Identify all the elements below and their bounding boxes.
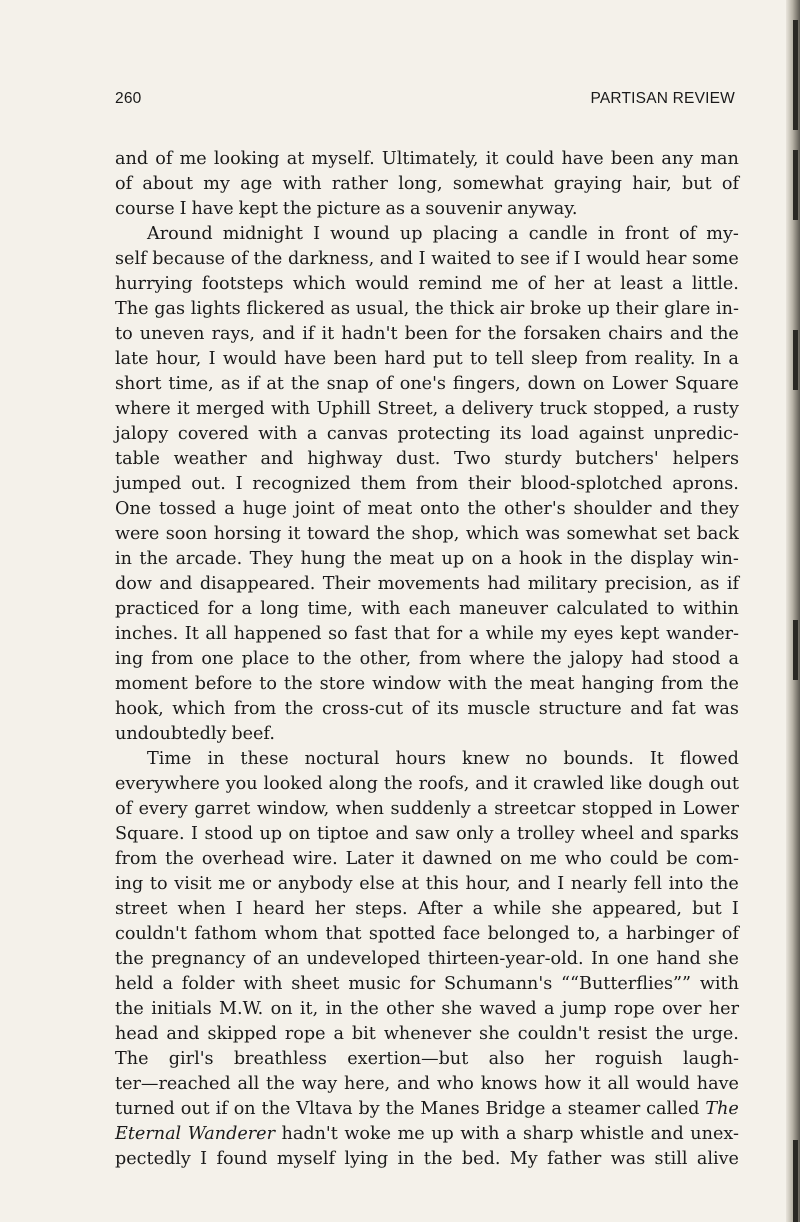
text-line: undoubtedly beef. [115, 724, 275, 744]
text-line: table weather and highway dust. Two sturdy butchers' helpers [115, 449, 739, 469]
text-line: and of me looking at myself. Ultimately, it could have been any man [115, 149, 739, 169]
text-line: ter—reached all the way here, and who knows how it all would have [115, 1074, 739, 1094]
edge-mark [793, 1140, 798, 1222]
body-text [115, 147, 739, 1172]
text-line: jumped out. I recognized them from their blood-splotched aprons. [115, 474, 739, 494]
text-line: One tossed a huge joint of meat onto the other's shoulder and they [115, 499, 739, 519]
running-head: PARTISAN REVIEW [590, 90, 735, 107]
text-line: of every garret window, when suddenly a streetcar stopped in Lower [115, 799, 739, 819]
text-line: moment before to the store window with the meat hanging from the [115, 674, 739, 694]
text-line: jalopy covered with a canvas protecting its load against unpredic- [115, 424, 739, 444]
page-header [115, 90, 735, 114]
text-line: head and skipped rope a bit whenever she couldn't resist the urge. [115, 1024, 739, 1044]
text-line: held a folder with sheet music for Schumann's ““Butterflies”” with [115, 974, 739, 994]
text-line: hurrying footsteps which would remind me of her at least a little. [115, 274, 739, 294]
text-line: couldn't fathom whom that spotted face belonged to, a harbinger of [115, 924, 739, 944]
text-line: Around midnight I wound up placing a candle in front of my- [147, 224, 739, 244]
text-line: Eternal Wanderer hadn't woke me up with a sharp whistle and unex- [115, 1124, 739, 1144]
edge-mark [793, 20, 798, 130]
text-line: were soon horsing it toward the shop, which was somewhat set back [115, 524, 739, 544]
text-line: Time in these noctural hours knew no bounds. It flowed [147, 749, 739, 769]
edge-mark [793, 620, 798, 680]
text-line: The girl's breathless exertion—but also her roguish laugh- [115, 1049, 739, 1069]
text-line: ing to visit me or anybody else at this hour, and I nearly fell into the [115, 874, 739, 894]
text-line: of about my age with rather long, somewhat graying hair, but of [115, 174, 739, 194]
page-edge-shadow [786, 0, 800, 1222]
text-line: to uneven rays, and if it hadn't been for the forsaken chairs and the [115, 324, 739, 344]
text-line: late hour, I would have been hard put to tell sleep from reality. In a [115, 349, 739, 369]
page-number: 260 [115, 90, 142, 107]
text-line: dow and disappeared. Their movements had military precision, as if [115, 574, 739, 594]
text-line: course I have kept the picture as a souvenir anyway. [115, 199, 578, 219]
text-line: ing from one place to the other, from where the jalopy had stood a [115, 649, 739, 669]
text-line: the initials M.W. on it, in the other she waved a jump rope over her [115, 999, 739, 1019]
text-line: in the arcade. They hung the meat up on a hook in the display win- [115, 549, 739, 569]
edge-mark [793, 330, 798, 390]
text-line: self because of the darkness, and I waited to see if I would hear some [115, 249, 739, 269]
text-line: short time, as if at the snap of one's fingers, down on Lower Square [115, 374, 739, 394]
text-line: practiced for a long time, with each maneuver calculated to within [115, 599, 739, 619]
text-line: The gas lights flickered as usual, the thick air broke up their glare in- [115, 299, 739, 319]
text-line: pectedly I found myself lying in the bed. My father was still alive [115, 1149, 739, 1169]
text-line: everywhere you looked along the roofs, and it crawled like dough out [115, 774, 739, 794]
text-line: from the overhead wire. Later it dawned on me who could be com- [115, 849, 739, 869]
text-line: turned out if on the Vltava by the Manes Bridge a steamer called The [115, 1099, 739, 1119]
text-line: where it merged with Uphill Street, a delivery truck stopped, a rusty [115, 399, 739, 419]
text-line: inches. It all happened so fast that for a while my eyes kept wander- [115, 624, 739, 644]
edge-mark [793, 150, 798, 220]
text-line: street when I heard her steps. After a while she appeared, but I [115, 899, 739, 919]
text-line: hook, which from the cross-cut of its muscle structure and fat was [115, 699, 739, 719]
text-line: Square. I stood up on tiptoe and saw only a trolley wheel and sparks [115, 824, 739, 844]
text-line: the pregnancy of an undeveloped thirteen-year-old. In one hand she [115, 949, 739, 969]
